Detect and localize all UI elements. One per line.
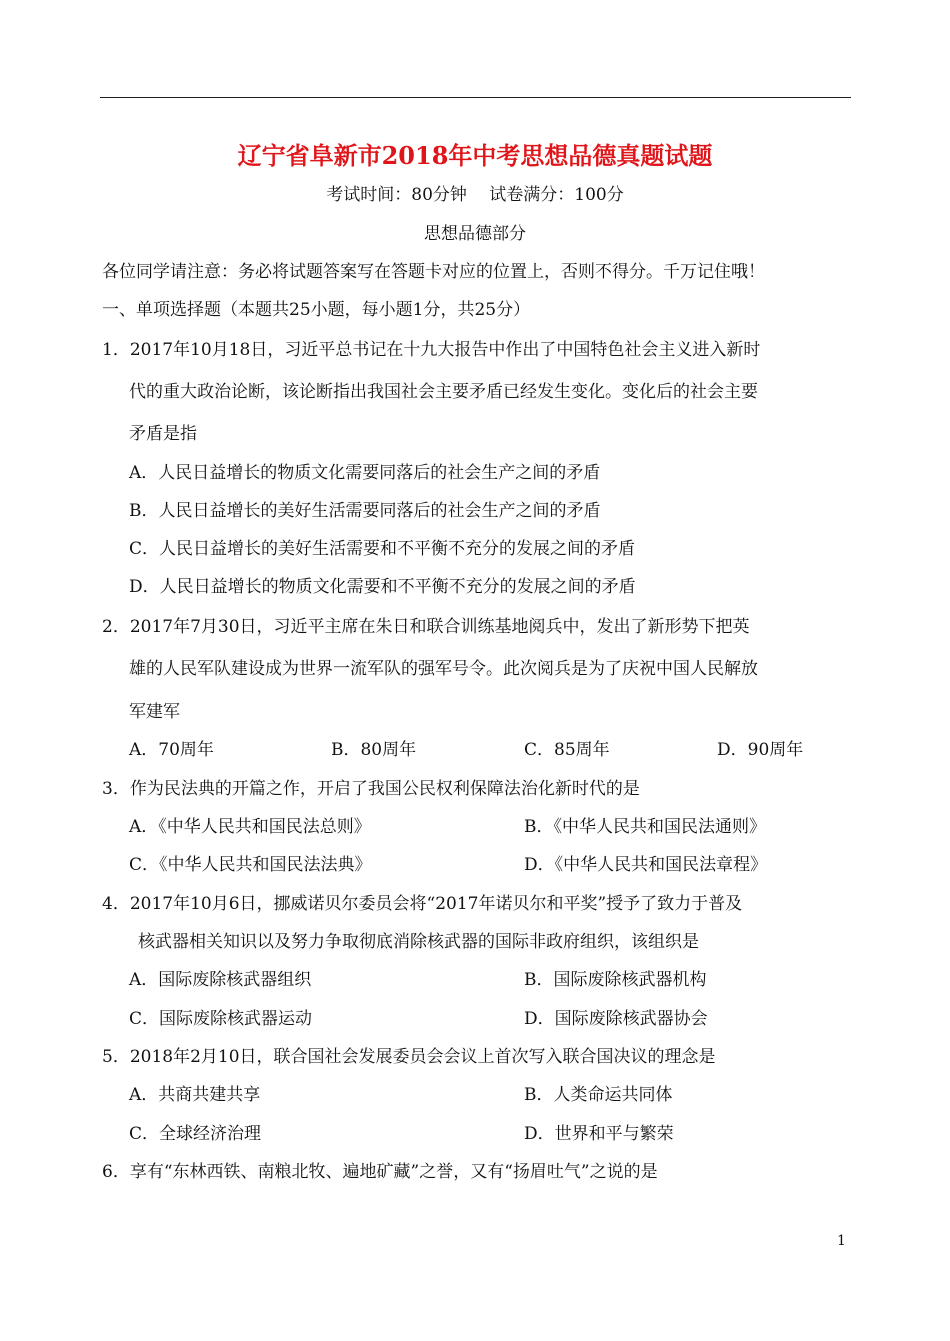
part-one-heading: 一、单项选择题（本题共25小题，每小题1分，共25分） (102, 300, 531, 320)
question-2-option-a: A．70周年 (129, 740, 214, 760)
question-4-option-b: B．国际废除核武器机构 (524, 970, 707, 990)
header-rule (100, 97, 851, 98)
question-4-stem-line-2: 核武器相关知识以及努力争取彻底消除核武器的国际非政府组织，该组织是 (138, 932, 699, 952)
question-2-option-b: B．80周年 (331, 740, 417, 760)
question-2-stem-line-3: 军建军 (129, 702, 180, 722)
question-6-stem-line-1: 6．享有“东林西铁、南粮北牧、遍地矿藏”之誉，又有“扬眉吐气”之说的是 (102, 1162, 658, 1182)
notice: 各位同学请注意：务必将试题答案写在答题卡对应的位置上，否则不得分。千万记住哦！ (102, 262, 765, 282)
question-2-option-c: C．85周年 (524, 740, 610, 760)
question-1-option-c: C．人民日益增长的美好生活需要和不平衡不充分的发展之间的矛盾 (129, 539, 636, 559)
question-2-stem-line-2: 雄的人民军队建设成为世界一流军队的强军号令。此次阅兵是为了庆祝中国人民解放 (129, 659, 758, 679)
section-title: 思想品德部分 (424, 224, 526, 244)
question-5-stem-line-1: 5．2018年2月10日，联合国社会发展委员会会议上首次写入联合国决议的理念是 (102, 1047, 716, 1067)
question-4-option-d: D．国际废除核武器协会 (524, 1009, 708, 1029)
question-5-option-a: A．共商共建共享 (129, 1085, 261, 1105)
exam-info: 考试时间：80分钟 试卷满分：100分 (326, 185, 624, 205)
question-4-option-c: C．国际废除核武器运动 (129, 1009, 313, 1029)
question-1-option-d: D．人民日益增长的物质文化需要和不平衡不充分的发展之间的矛盾 (129, 577, 636, 597)
question-4-option-a: A．国际废除核武器组织 (129, 970, 312, 990)
page-number: 1 (837, 1233, 846, 1249)
question-3-option-a: A．《中华人民共和国民法总则》 (129, 817, 371, 837)
question-4-stem-line-1: 4．2017年10月6日，挪威诺贝尔委员会将“2017年诺贝尔和平奖”授予了致力于普及 (102, 894, 743, 914)
question-3-stem-line-1: 3．作为民法典的开篇之作，开启了我国公民权利保障法治化新时代的是 (102, 779, 640, 799)
question-2-stem-line-1: 2．2017年7月30日，习近平主席在朱日和联合训练基地阅兵中，发出了新形势下把英 (102, 617, 750, 637)
question-2-option-d: D．90周年 (717, 740, 804, 760)
question-1-stem-line-1: 1．2017年10月18日，习近平总书记在十九大报告中作出了中国特色社会主义进入新时 (102, 340, 761, 360)
question-1-stem-line-3: 矛盾是指 (129, 424, 197, 444)
question-5-option-b: B．人类命运共同体 (524, 1085, 673, 1105)
question-5-option-d: D．世界和平与繁荣 (524, 1124, 674, 1144)
question-3-option-b: B．《中华人民共和国民法通则》 (524, 817, 766, 837)
question-1-stem-line-2: 代的重大政治论断，该论断指出我国社会主要矛盾已经发生变化。变化后的社会主要 (129, 382, 758, 402)
question-1-option-a: A．人民日益增长的物质文化需要同落后的社会生产之间的矛盾 (129, 463, 601, 483)
question-3-option-d: D．《中华人民共和国民法章程》 (524, 855, 768, 875)
page-title: 辽宁省阜新市2018年中考思想品德真题试题 (237, 141, 713, 170)
question-3-option-c: C．《中华人民共和国民法法典》 (129, 855, 372, 875)
question-5-option-c: C．全球经济治理 (129, 1124, 262, 1144)
question-1-option-b: B．人民日益增长的美好生活需要同落后的社会生产之间的矛盾 (129, 501, 601, 521)
